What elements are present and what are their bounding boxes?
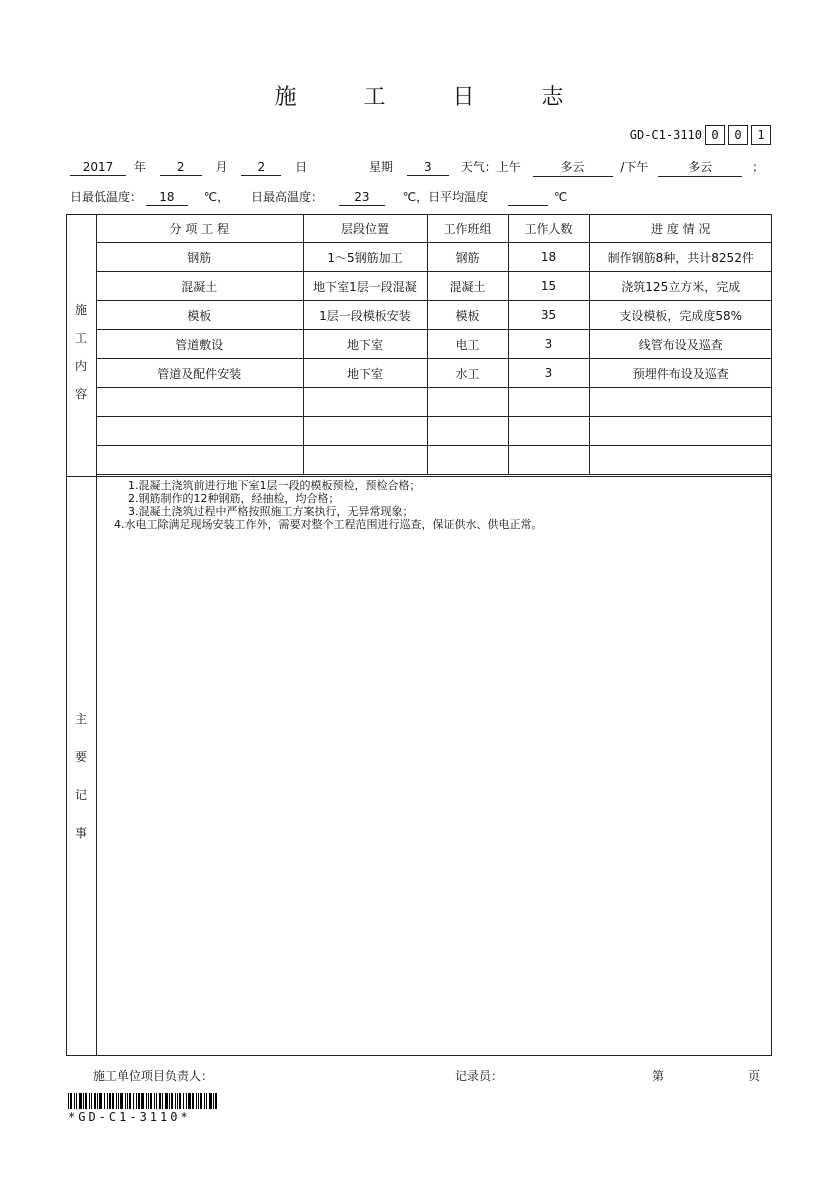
barcode-bar (188, 1093, 191, 1109)
table-cell[interactable]: 管道及配件安装 (96, 359, 303, 388)
min-temp-unit: ℃， (203, 190, 230, 204)
table-cell[interactable]: 地下室 (303, 359, 427, 388)
table-cell[interactable]: 混凝土 (96, 272, 303, 301)
weather-pm-field[interactable]: 多云 (658, 158, 742, 177)
construction-content-label (66, 296, 96, 408)
side-char: 施 (74, 303, 87, 317)
table-header-row (96, 214, 772, 243)
min-temp-label: 日最低温度： (70, 190, 143, 204)
table-cell[interactable]: 3 (508, 330, 589, 359)
barcode-bar (196, 1093, 197, 1109)
barcode-bar (169, 1093, 170, 1109)
header-cell: 工作人数 (508, 214, 589, 243)
project-manager-label: 施工单位项目负责人： (93, 1069, 214, 1083)
side-char: 要 (74, 750, 87, 764)
note-line: 1.混凝土浇筑前进行地下室1层一段的模板预检，预检合格； (128, 479, 421, 492)
header-cell: 层段位置 (303, 214, 427, 243)
table-cell[interactable]: 制作钢筋8种，共计8252件 (589, 243, 772, 272)
barcode-bar (109, 1093, 111, 1109)
barcode-bar (94, 1093, 96, 1109)
table-cell[interactable]: 1～5钢筋加工 (303, 243, 427, 272)
side-char: 记 (74, 788, 87, 802)
weather-am-field[interactable]: 多云 (533, 158, 613, 177)
barcode-bar (141, 1093, 144, 1109)
barcode-bar (206, 1093, 207, 1109)
code-box-2[interactable]: 0 (728, 125, 748, 145)
avg-temp-unit: ℃ (553, 190, 568, 204)
barcode-bar (99, 1093, 102, 1109)
barcode-bar (70, 1093, 72, 1109)
year-field[interactable]: 2017 (70, 160, 126, 176)
barcode-bar (192, 1093, 194, 1109)
barcode-bar (79, 1093, 82, 1109)
weekday-field[interactable]: 3 (407, 160, 449, 176)
document-code-prefix: GD-C1-3110 (629, 128, 702, 142)
date-weather-line (70, 158, 764, 177)
barcode-bar (133, 1093, 134, 1109)
table-cell[interactable] (508, 446, 589, 475)
barcode-bar (148, 1093, 149, 1109)
avg-temp-field[interactable] (508, 190, 548, 206)
table-row (96, 330, 772, 359)
table-cell[interactable] (589, 417, 772, 446)
barcode-bar (97, 1093, 98, 1109)
line-end-mark: ； (752, 160, 765, 174)
table-cell[interactable]: 35 (508, 301, 589, 330)
barcode-bar (127, 1093, 128, 1109)
recorder-label: 记录员： (455, 1069, 504, 1083)
table-cell[interactable]: 钢筋 (96, 243, 303, 272)
page-suffix: 页 (748, 1069, 761, 1083)
table-cell[interactable] (589, 446, 772, 475)
barcode-bar (89, 1093, 90, 1109)
temperature-line (70, 188, 567, 206)
construction-table (96, 214, 772, 475)
barcode-bar (204, 1093, 205, 1109)
barcode-bar (83, 1093, 84, 1109)
table-row (96, 272, 772, 301)
header-cell: 工作班组 (427, 214, 508, 243)
table-cell[interactable] (427, 388, 508, 417)
header-cell: 进 度 情 况 (589, 214, 772, 243)
month-field[interactable]: 2 (160, 160, 202, 176)
barcode-bar (183, 1093, 184, 1109)
min-temp-field[interactable]: 18 (146, 190, 188, 206)
table-cell[interactable] (96, 446, 303, 475)
side-char: 容 (74, 387, 87, 401)
table-cell[interactable]: 线管布设及巡查 (589, 330, 772, 359)
side-char: 工 (74, 331, 87, 345)
table-cell[interactable]: 地下室1层一段混凝 (303, 272, 427, 301)
barcode-bar (177, 1093, 178, 1109)
barcode-bar (198, 1093, 199, 1109)
main-notes-label (66, 700, 96, 852)
table-cell[interactable]: 钢筋 (427, 243, 508, 272)
page-prefix: 第 (652, 1069, 665, 1083)
table-cell[interactable]: 预埋件布设及巡查 (589, 359, 772, 388)
barcode-bar (213, 1093, 214, 1109)
table-cell[interactable]: 3 (508, 359, 589, 388)
table-cell[interactable]: 混凝土 (427, 272, 508, 301)
barcode-bar (120, 1093, 123, 1109)
table-row (96, 446, 772, 475)
weekday-label: 星期 (369, 160, 394, 174)
note-line: 2.钢筋制作的12种钢筋，经抽检，均合格； (128, 492, 340, 505)
day-field[interactable]: 2 (241, 160, 281, 176)
barcode-bar (150, 1093, 152, 1109)
table-cell[interactable] (589, 388, 772, 417)
table-cell[interactable] (303, 417, 427, 446)
table-cell[interactable] (427, 417, 508, 446)
table-cell[interactable]: 地下室 (303, 330, 427, 359)
barcode-bar (68, 1093, 69, 1109)
barcode-bar (112, 1093, 114, 1109)
side-char: 主 (74, 712, 87, 726)
barcode-bar (85, 1093, 87, 1109)
barcode-bar (200, 1093, 202, 1109)
barcode-text: *GD-C1-3110* (68, 1110, 191, 1124)
weather-am-label: 天气：上午 (460, 160, 521, 174)
table-cell[interactable]: 支设模板，完成度58% (589, 301, 772, 330)
barcode-bar (136, 1093, 137, 1109)
max-temp-label: 日最高温度： (250, 190, 323, 204)
barcode-bar (179, 1093, 181, 1109)
table-row (96, 388, 772, 417)
table-row (96, 359, 772, 388)
section-divider (66, 476, 772, 477)
barcode-bar (76, 1093, 77, 1109)
note-line: 4.水电工除满足现场安装工作外，需要对整个工程范围进行巡查，保证供水、供电正常。 (114, 518, 543, 531)
barcode-bar (125, 1093, 126, 1109)
table-cell[interactable] (508, 417, 589, 446)
table-row (96, 417, 772, 446)
barcode-bar (171, 1093, 173, 1109)
table-cell[interactable] (303, 388, 427, 417)
barcode-bar (74, 1093, 75, 1109)
code-box-1[interactable]: 0 (705, 125, 725, 145)
table-cell[interactable]: 18 (508, 243, 589, 272)
table-cell[interactable]: 15 (508, 272, 589, 301)
table-cell[interactable]: 浇筑125立方米，完成 (589, 272, 772, 301)
table-cell[interactable]: 1层一段模板安装 (303, 301, 427, 330)
barcode-bar (146, 1093, 147, 1109)
barcode-image (68, 1093, 222, 1109)
main-notes-area[interactable] (114, 479, 543, 531)
table-row (96, 243, 772, 272)
table-cell[interactable] (303, 446, 427, 475)
barcode-bar (156, 1093, 157, 1109)
header-cell: 分 项 工 程 (96, 214, 303, 243)
table-cell[interactable] (508, 388, 589, 417)
table-cell[interactable]: 模板 (96, 301, 303, 330)
barcode-bar (118, 1093, 119, 1109)
max-temp-unit: ℃，日平均温度 (402, 190, 489, 204)
barcode-bar (129, 1093, 131, 1109)
side-char: 内 (74, 359, 87, 373)
month-label: 月 (215, 160, 228, 174)
barcode-bar (154, 1093, 155, 1109)
table-cell[interactable] (96, 417, 303, 446)
side-char: 事 (74, 826, 87, 840)
table-cell[interactable]: 模板 (427, 301, 508, 330)
table-cell[interactable]: 水工 (427, 359, 508, 388)
barcode-bar (159, 1093, 161, 1109)
barcode-bar (175, 1093, 176, 1109)
day-label: 日 (295, 160, 308, 174)
weather-pm-label: /下午 (620, 160, 649, 174)
table-cell[interactable]: 管道敷设 (96, 330, 303, 359)
barcode-bar (215, 1093, 217, 1109)
barcode-bar (209, 1093, 212, 1109)
code-box-3[interactable]: 1 (751, 125, 771, 145)
barcode-bar (91, 1093, 92, 1109)
table-cell[interactable] (96, 388, 303, 417)
year-label: 年 (133, 160, 146, 174)
barcode-bar (107, 1093, 108, 1109)
page-title: 施 工 日 志 (274, 85, 594, 110)
barcode-bar (165, 1093, 168, 1109)
table-row (96, 301, 772, 330)
barcode-bar (186, 1093, 187, 1109)
barcode-bar (138, 1093, 140, 1109)
document-code (630, 125, 771, 145)
note-line: 3.混凝土浇筑过程中严格按照施工方案执行，无异常现象； (128, 505, 414, 518)
table-cell[interactable]: 电工 (427, 330, 508, 359)
table-cell[interactable] (427, 446, 508, 475)
max-temp-field[interactable]: 23 (339, 190, 385, 206)
barcode-bar (162, 1093, 163, 1109)
barcode-bar (104, 1093, 105, 1109)
barcode-bar (116, 1093, 117, 1109)
